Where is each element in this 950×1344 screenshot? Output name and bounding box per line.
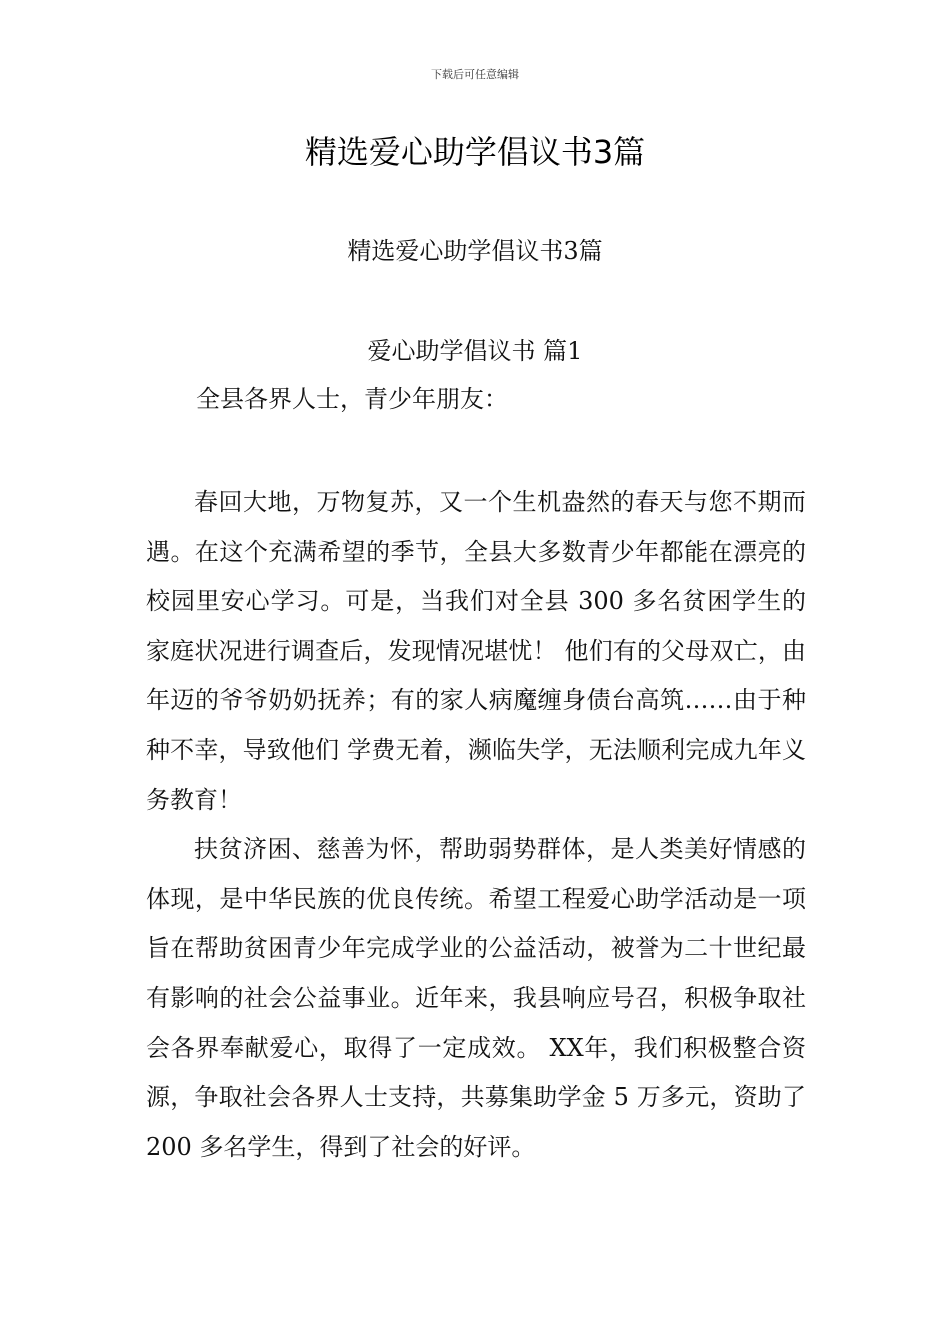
paragraph: 扶贫济困、慈善为怀，帮助弱势群体，是人类美好情感的体现，是中华民族的优良传统。希望工程爱心助学活动是一项旨在帮助贫困青少年完成学业的公益活动，被誉为二十世纪最有影响的社会公益事业。近年来，我县响应号召，积极争取社会各界奉献爱心，取得了一定成效。 XX年，我们积极整合资源，争取社会各界人士支持，共募集助学金 5 万多元，资助了 200 多名学生，得到了社会的好评。 xyxy=(146,835,806,1161)
document-body xyxy=(146,478,806,1172)
paragraph: 春回大地，万物复苏，又一个生机盎然的春天与您不期而遇。在这个充满希望的季节，全县大多数青少年都能在漂亮的校园里安心学习。可是，当我们对全县 300 多名贫困学生的家庭状况进行调查后，发现情况堪忧！ 他们有的父母双亡，由年迈的爷爷奶奶抚养；有的家人病魔缠身债台高筑……由于种种不幸，导致他们 学费无着，濒临失学，无法顺利完成九年义务教育！ xyxy=(146,488,806,814)
document-title: 精选爱心助学倡议书3篇 xyxy=(304,133,646,171)
section-heading: 爱心助学倡议书 篇1 xyxy=(367,337,583,365)
salutation: 全县各界人士，青少年朋友： xyxy=(196,385,508,413)
document-subtitle: 精选爱心助学倡议书3篇 xyxy=(347,237,603,265)
header-note: 下载后可任意编辑 xyxy=(431,68,519,81)
